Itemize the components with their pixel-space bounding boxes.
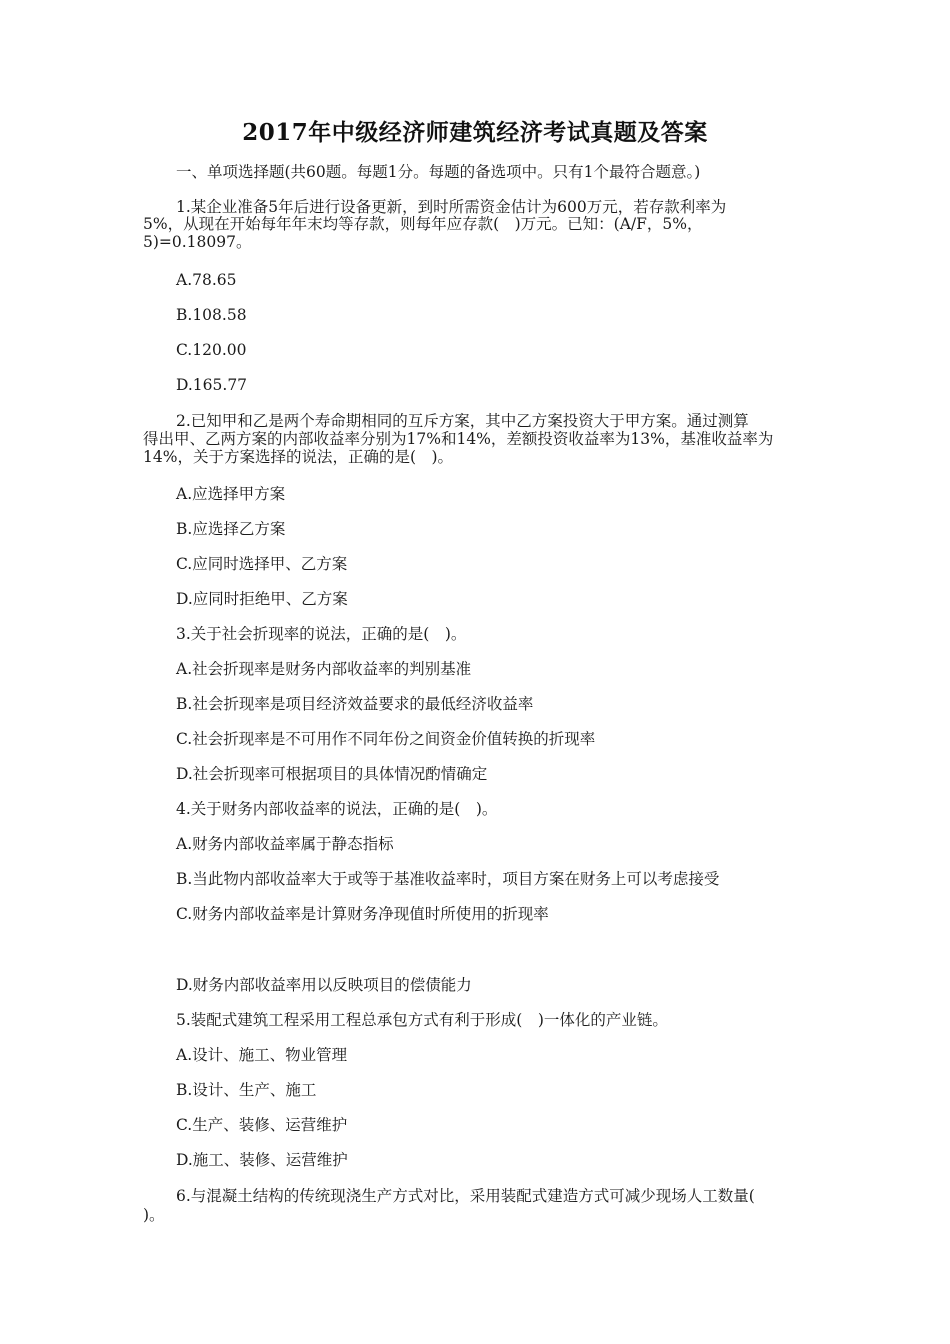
question-stem-line: 5%，从现在开始每年年末均等存款，则每年应存款( )万元。已知：(A/F，5%， — [143, 215, 703, 233]
answer-option: C.财务内部收益率是计算财务净现值时所使用的折现率 — [176, 905, 549, 923]
answer-option: D.165.77 — [176, 376, 248, 394]
question-stem-line: 5.装配式建筑工程采用工程总承包方式有利于形成( )一体化的产业链。 — [176, 1011, 668, 1029]
question-stem-line: 得出甲、乙两方案的内部收益率分别为17%和14%，差额投资收益率为13%，基准收益率为 — [143, 430, 774, 448]
answer-option: B.社会折现率是项目经济效益要求的最低经济收益率 — [176, 695, 534, 713]
answer-option: A.财务内部收益率属于静态指标 — [176, 835, 394, 853]
question-stem-line: 3.关于社会折现率的说法，正确的是( )。 — [176, 625, 467, 643]
answer-option: B.设计、生产、施工 — [176, 1081, 317, 1099]
question-stem-line: 1.某企业准备5年后进行设备更新，到时所需资金估计为600万元，若存款利率为 — [176, 198, 727, 216]
answer-option: A.设计、施工、物业管理 — [176, 1046, 348, 1064]
answer-option: A.社会折现率是财务内部收益率的判别基准 — [176, 660, 472, 678]
answer-option: A.应选择甲方案 — [176, 485, 286, 503]
answer-option: C.120.00 — [176, 341, 247, 359]
answer-option: D.施工、装修、运营维护 — [176, 1151, 348, 1169]
answer-option: C.应同时选择甲、乙方案 — [176, 555, 348, 573]
answer-option: B.当此物内部收益率大于或等于基准收益率时，项目方案在财务上可以考虑接受 — [176, 870, 720, 888]
answer-option: D.财务内部收益率用以反映项目的偿债能力 — [176, 976, 472, 994]
question-stem-line: 4.关于财务内部收益率的说法，正确的是( )。 — [176, 800, 498, 818]
answer-option: A.78.65 — [176, 271, 237, 289]
answer-option: C.社会折现率是不可用作不同年份之间资金价值转换的折现率 — [176, 730, 596, 748]
section-heading: 一、单项选择题(共60题。每题1分。每题的备选项中。只有1个最符合题意。) — [176, 163, 701, 181]
question-stem-line: 5)=0.18097。 — [143, 233, 252, 251]
document-title: 2017年中级经济师建筑经济考试真题及答案 — [242, 119, 708, 146]
answer-option: D.社会折现率可根据项目的具体情况酌情确定 — [176, 765, 488, 783]
question-stem-line: 2.已知甲和乙是两个寿命期相同的互斥方案，其中乙方案投资大于甲方案。通过测算 — [176, 412, 749, 430]
answer-option: B.108.58 — [176, 306, 247, 324]
answer-option: C.生产、装修、运营维护 — [176, 1116, 348, 1134]
answer-option: D.应同时拒绝甲、乙方案 — [176, 590, 348, 608]
answer-option: B.应选择乙方案 — [176, 520, 286, 538]
question-stem-line: 14%，关于方案选择的说法，正确的是( )。 — [143, 448, 454, 466]
question-stem-line: 6.与混凝土结构的传统现浇生产方式对比，采用装配式建造方式可减少现场人工数量( — [176, 1187, 755, 1205]
question-stem-line: )。 — [143, 1206, 165, 1224]
